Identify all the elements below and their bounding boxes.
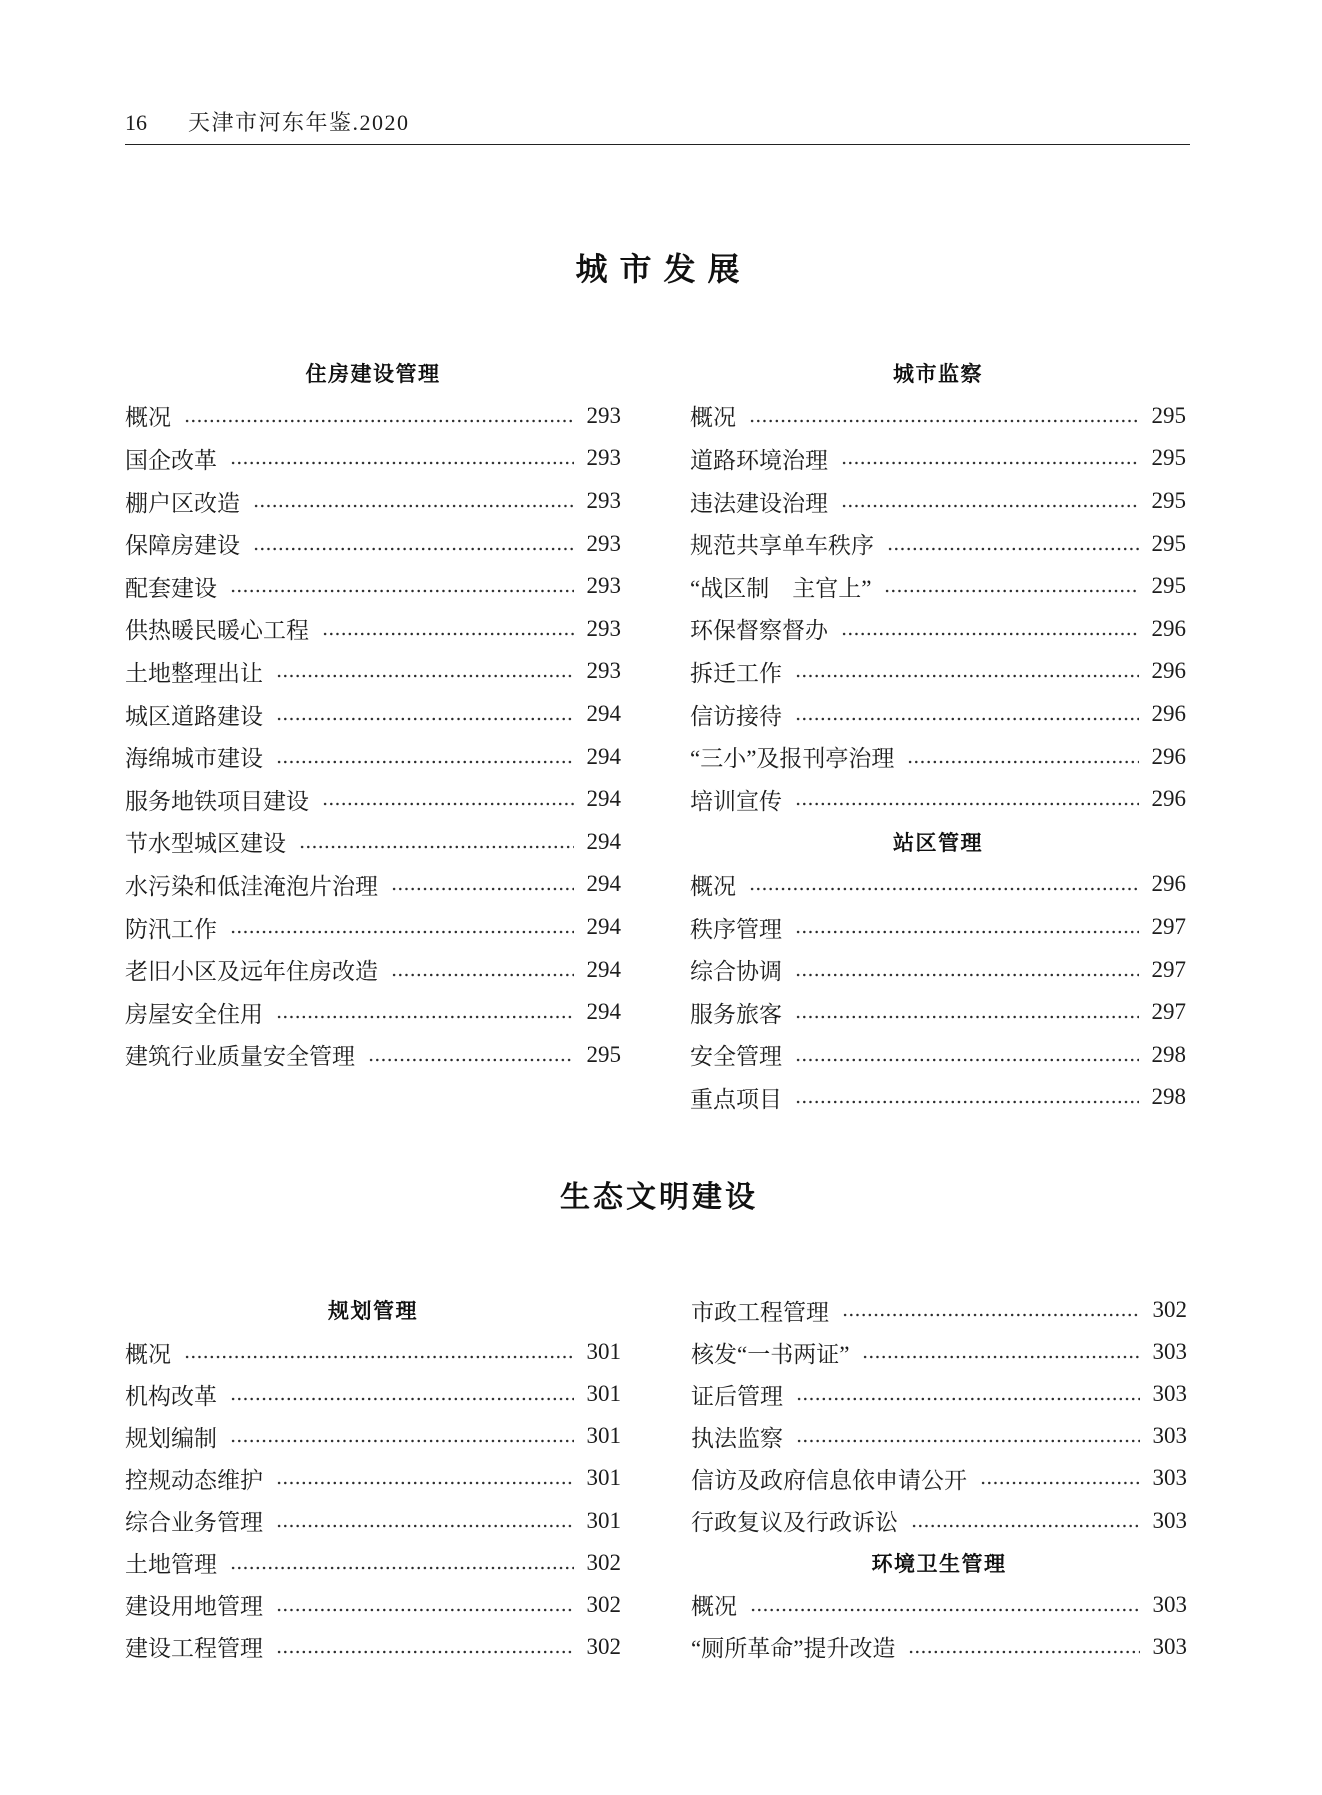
toc-entry-page: 296 (1151, 658, 1186, 684)
dot-leader (795, 802, 1139, 806)
toc-entry-page: 296 (1151, 871, 1186, 897)
dot-leader (796, 1439, 1140, 1443)
toc-entry (125, 1626, 621, 1668)
toc-entry (125, 1457, 621, 1499)
toc-entry-page: 302 (1152, 1297, 1187, 1323)
toc-entry-page: 301 (586, 1339, 621, 1365)
toc-entry-label: 节水型城区建设 (125, 831, 286, 857)
toc-entry-label: 土地整理出让 (125, 660, 263, 686)
toc-entry (125, 480, 621, 523)
toc-entry-page: 293 (586, 445, 621, 471)
toc-entry-page: 301 (586, 1423, 621, 1449)
toc-entry-page: 294 (586, 871, 621, 897)
toc-entry-label: 概况 (690, 405, 736, 431)
toc-entry-page: 293 (586, 488, 621, 514)
toc-entry-page: 293 (586, 658, 621, 684)
toc-entry-page: 303 (1152, 1507, 1187, 1533)
toc-entry-label: 信访接待 (690, 703, 782, 729)
toc-entry (125, 991, 621, 1034)
toc-entry-page: 303 (1152, 1591, 1187, 1617)
dot-leader (322, 632, 574, 636)
dot-leader (276, 760, 574, 764)
toc-entry (690, 395, 1186, 438)
dot-leader (795, 930, 1139, 934)
toc-entry-label: 综合协调 (690, 959, 782, 985)
toc-column-left (125, 352, 621, 1076)
toc-entry (125, 735, 621, 778)
page-number: 16 (125, 110, 147, 135)
dot-leader (796, 1397, 1140, 1401)
dot-leader (230, 1397, 574, 1401)
toc-column-right (691, 1289, 1187, 1668)
toc-entry-page: 295 (586, 1041, 621, 1067)
subsection-heading: 住房建设管理 (305, 362, 441, 387)
dot-leader (368, 1058, 574, 1062)
dot-leader (230, 1439, 574, 1443)
dot-leader (862, 1355, 1139, 1359)
toc-entry-page: 294 (586, 743, 621, 769)
toc-entry (690, 863, 1186, 906)
toc-entry-label: 规划编制 (125, 1425, 217, 1451)
dot-leader (276, 1650, 574, 1654)
toc-entry (125, 1415, 621, 1457)
toc-entry-page: 295 (1151, 573, 1186, 599)
toc-entry-page: 302 (586, 1633, 621, 1659)
toc-entry-page: 293 (586, 530, 621, 556)
toc-entry-page: 301 (586, 1465, 621, 1491)
toc-entry-page: 296 (1151, 743, 1186, 769)
toc-entry-page: 295 (1151, 445, 1186, 471)
toc-entry (691, 1499, 1187, 1541)
toc-entry (125, 1331, 621, 1373)
dot-leader (841, 461, 1139, 465)
toc-entry-label: 培训宣传 (690, 788, 782, 814)
toc-entry (690, 1076, 1186, 1119)
dot-leader (841, 504, 1139, 508)
toc-entry (690, 693, 1186, 736)
toc-entry-page: 293 (586, 402, 621, 428)
toc-entry-label: 房屋安全住用 (125, 1001, 263, 1027)
dot-leader (391, 973, 574, 977)
toc-entry-label: 土地管理 (125, 1552, 217, 1578)
toc-entry-label: 配套建设 (125, 575, 217, 601)
toc-entry-label: 机构改革 (125, 1383, 217, 1409)
toc-entry-page: 294 (586, 786, 621, 812)
toc-entry (125, 437, 621, 480)
subsection-heading: 规划管理 (328, 1299, 418, 1324)
toc-entry-page: 302 (586, 1549, 621, 1575)
toc-entry-label: “厕所革命”提升改造 (691, 1636, 896, 1662)
toc-entry-page: 297 (1151, 999, 1186, 1025)
toc-entry-page: 301 (586, 1507, 621, 1533)
dot-leader (795, 717, 1139, 721)
toc-entry-label: 保障房建设 (125, 533, 240, 559)
toc-entry-page: 294 (586, 914, 621, 940)
toc-entry-page: 303 (1152, 1633, 1187, 1659)
dot-leader (276, 1524, 574, 1528)
toc-entry (125, 522, 621, 565)
toc-entry-page: 298 (1151, 1084, 1186, 1110)
toc-entry (691, 1373, 1187, 1415)
toc-entry (125, 1373, 621, 1415)
dot-leader (253, 547, 574, 551)
dot-leader (795, 1100, 1139, 1104)
toc-entry-label: 建筑行业质量安全管理 (125, 1044, 355, 1070)
toc-entry-label: 市政工程管理 (691, 1299, 829, 1325)
dot-leader (230, 461, 574, 465)
toc-entry (690, 522, 1186, 565)
toc-entry-label: 建设用地管理 (125, 1594, 263, 1620)
dot-leader (884, 589, 1138, 593)
dot-leader (276, 1608, 574, 1612)
toc-entry (125, 863, 621, 906)
toc-entry (691, 1331, 1187, 1373)
section-title: 生态文明建设 (560, 1180, 758, 1215)
toc-entry-label: 水污染和低洼淹泡片治理 (125, 873, 378, 899)
toc-entry-label: 供热暖民暖心工程 (125, 618, 309, 644)
toc-entry-label: 秩序管理 (690, 916, 782, 942)
dot-leader (887, 547, 1139, 551)
toc-entry-label: 安全管理 (690, 1044, 782, 1070)
toc-entry (691, 1289, 1187, 1331)
toc-entry (125, 693, 621, 736)
toc-entry-page: 301 (586, 1381, 621, 1407)
toc-entry (125, 1499, 621, 1541)
dot-leader (276, 674, 574, 678)
toc-entry-page: 303 (1152, 1423, 1187, 1449)
toc-entry-label: 概况 (691, 1594, 737, 1620)
toc-entry-page: 303 (1152, 1339, 1187, 1365)
dot-leader (750, 1608, 1140, 1612)
toc-entry-page: 294 (586, 701, 621, 727)
toc-entry (690, 948, 1186, 991)
toc-entry (691, 1415, 1187, 1457)
dot-leader (276, 717, 574, 721)
toc-entry-label: 服务旅客 (690, 1001, 782, 1027)
toc-entry-label: 国企改革 (125, 447, 217, 473)
toc-entry-label: 建设工程管理 (125, 1636, 263, 1662)
toc-entry-label: 老旧小区及远年住房改造 (125, 959, 378, 985)
toc-entry-page: 296 (1151, 786, 1186, 812)
toc-entry-page: 303 (1152, 1465, 1187, 1491)
dot-leader (908, 1650, 1139, 1654)
section-title: 城市发展 (575, 250, 752, 288)
toc-entry (691, 1457, 1187, 1499)
toc-column-right (690, 352, 1186, 1119)
toc-entry (690, 565, 1186, 608)
toc-entry-label: 执法监察 (691, 1425, 783, 1451)
toc-entry-label: 海绵城市建设 (125, 746, 263, 772)
toc-entry-page: 296 (1151, 615, 1186, 641)
dot-leader (322, 802, 574, 806)
toc-entry (690, 650, 1186, 693)
toc-entry-label: 道路环境治理 (690, 447, 828, 473)
toc-entry (690, 1034, 1186, 1077)
toc-entry-label: “战区制 主官上” (690, 575, 872, 601)
toc-entry-page: 293 (586, 615, 621, 641)
dot-leader (299, 845, 574, 849)
toc-entry-page: 293 (586, 573, 621, 599)
toc-entry-label: 控规动态维护 (125, 1467, 263, 1493)
toc-entry (690, 608, 1186, 651)
dot-leader (276, 1015, 574, 1019)
toc-entry (125, 608, 621, 651)
toc-entry-page: 297 (1151, 956, 1186, 982)
dot-leader (841, 632, 1139, 636)
toc-entry-page: 295 (1151, 530, 1186, 556)
toc-entry (125, 395, 621, 438)
dot-leader (795, 1015, 1139, 1019)
toc-entry-label: 核发“一书两证” (691, 1341, 850, 1367)
toc-entry (690, 778, 1186, 821)
toc-entry (690, 735, 1186, 778)
header-rule (125, 144, 1190, 145)
dot-leader (842, 1313, 1140, 1317)
toc-entry-label: 证后管理 (691, 1383, 783, 1409)
toc-entry (691, 1626, 1187, 1668)
dot-leader (230, 1566, 574, 1570)
dot-leader (795, 973, 1139, 977)
toc-entry-label: 行政复议及行政诉讼 (691, 1510, 898, 1536)
toc-entry (125, 906, 621, 949)
dot-leader (230, 589, 574, 593)
toc-entry-page: 298 (1151, 1041, 1186, 1067)
subsection-heading: 城市监察 (893, 362, 983, 387)
toc-entry-label: 重点项目 (690, 1086, 782, 1112)
toc-entry-page: 294 (586, 828, 621, 854)
toc-entry-label: 概况 (125, 1341, 171, 1367)
toc-entry (125, 565, 621, 608)
toc-entry-label: 城区道路建设 (125, 703, 263, 729)
dot-leader (253, 504, 574, 508)
toc-entry-page: 294 (586, 999, 621, 1025)
dot-leader (980, 1481, 1140, 1485)
toc-entry (125, 948, 621, 991)
dot-leader (795, 1058, 1139, 1062)
dot-leader (749, 887, 1139, 891)
toc-entry (125, 1584, 621, 1626)
toc-entry-page: 295 (1151, 488, 1186, 514)
toc-entry-label: 违法建设治理 (690, 490, 828, 516)
dot-leader (749, 419, 1139, 423)
toc-entry-page: 295 (1151, 402, 1186, 428)
toc-entry (690, 991, 1186, 1034)
dot-leader (391, 887, 574, 891)
dot-leader (276, 1481, 574, 1485)
toc-entry (125, 778, 621, 821)
toc-entry (690, 906, 1186, 949)
toc-entry (125, 1542, 621, 1584)
dot-leader (795, 674, 1139, 678)
toc-entry-label: 服务地铁项目建设 (125, 788, 309, 814)
subsection-heading: 环境卫生管理 (871, 1551, 1007, 1576)
toc-entry-label: “三小”及报刊亭治理 (690, 746, 895, 772)
dot-leader (907, 760, 1138, 764)
running-title: 天津市河东年鉴.2020 (188, 110, 410, 135)
toc-entry-label: 综合业务管理 (125, 1510, 263, 1536)
toc-entry-label: 规范共享单车秩序 (690, 533, 874, 559)
toc-entry-label: 环保督察督办 (690, 618, 828, 644)
toc-entry-label: 概况 (125, 405, 171, 431)
toc-entry (125, 650, 621, 693)
toc-entry (125, 1034, 621, 1077)
toc-entry-page: 297 (1151, 914, 1186, 940)
dot-leader (184, 1355, 574, 1359)
dot-leader (911, 1524, 1140, 1528)
toc-entry-label: 信访及政府信息依申请公开 (691, 1467, 967, 1493)
toc-entry-label: 防汛工作 (125, 916, 217, 942)
toc-entry (125, 821, 621, 864)
toc-entry-label: 拆迁工作 (690, 660, 782, 686)
toc-column-left (125, 1289, 621, 1668)
toc-entry-label: 概况 (690, 873, 736, 899)
toc-entry-page: 294 (586, 956, 621, 982)
toc-entry (691, 1584, 1187, 1626)
dot-leader (230, 930, 574, 934)
toc-entry-page: 296 (1151, 701, 1186, 727)
toc-entry (690, 437, 1186, 480)
toc-entry-label: 棚户区改造 (125, 490, 240, 516)
subsection-heading: 站区管理 (893, 830, 983, 855)
toc-entry-page: 302 (586, 1591, 621, 1617)
toc-entry (690, 480, 1186, 523)
dot-leader (184, 419, 574, 423)
toc-entry-page: 303 (1152, 1381, 1187, 1407)
